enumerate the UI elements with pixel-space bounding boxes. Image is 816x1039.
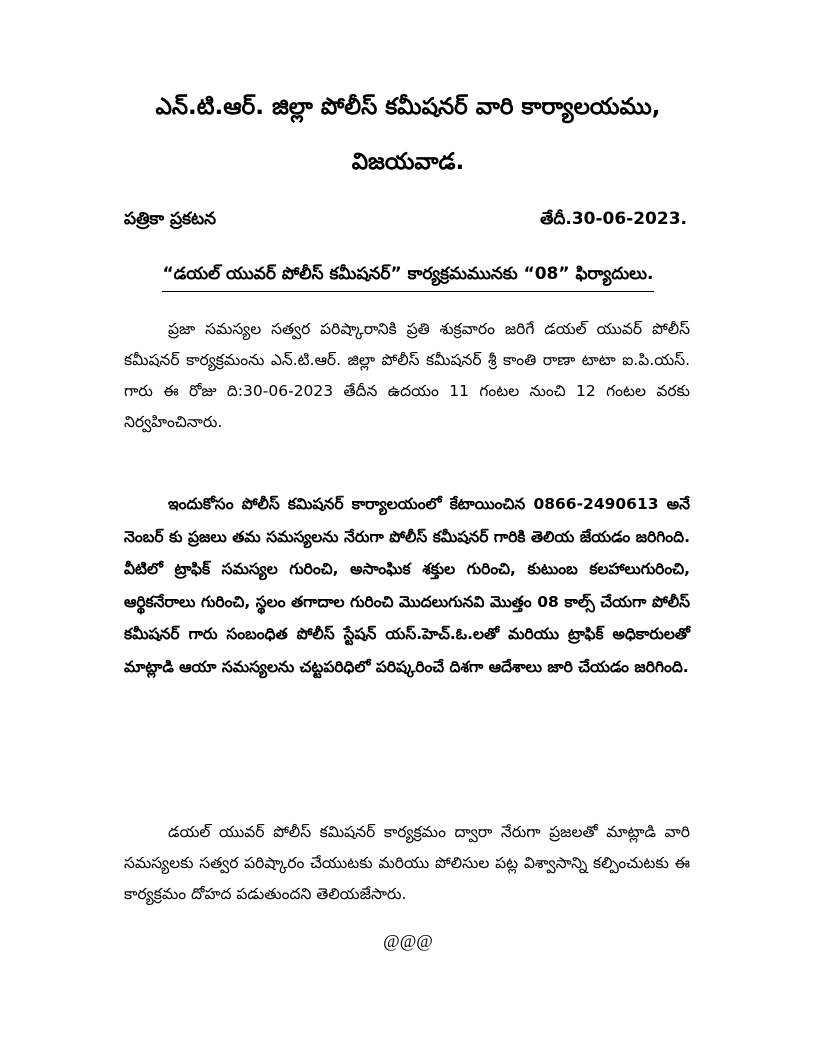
body-paragraph-2: ఇందుకోసం పోలీస్ కమిషనర్ కార్యాలయంలో కేటాయించిన 0866-2490613 అనే నెంబర్ కు ప్రజలు తమ సమస్యలను నేరుగా పోలీస్ కమీషనర్ గారికి తెలియ జేయడం జరిగింది. వీటిలో ట్రాఫిక్ సమస్యల గురించి, అసాంఘిక శక్తుల గురించి, కుటుంబ కలహాలుగురించి, ఆర్థికనేరాలు గురించి, స్థలం తగాదాల గురించి మొదలుగునవి మొత్తం 08 కాల్స్ చేయగా పోలీస్ కమీషనర్ గారు సంబంధిత పోలీస్ స్టేషన్ యస్.హెచ్.ఓ.లతో మరియు ట్రాఫిక్ అధికారులతో మాట్లాడి ఆయా సమస్యలను చట్టపరిధిలో పరిష్కరించే దిశగా ఆదేశాలు జారి చేయడం జరిగింది.: [124, 495, 690, 676]
body-paragraph-1: ప్రజా సమస్యల సత్వర పరిష్కారానికి ప్రతి శుక్రవారం జరిగే డయల్ యువర్ పోలీస్ కమీషనర్ కార్యక్రమంను ఎన్.టి.ఆర్. జిల్లా పోలీస్ కమీషనర్ శ్రీ కాంతి రాణా టాటా ఐ.పి.యస్. గారు ఈ రోజు ది:30-06-2023 తేదీన ఉదయం 11 గంటల నుంచి 12 గంటల వరకు నిర్వహించినారు.: [124, 320, 690, 431]
closing-mark: @@@: [383, 931, 433, 951]
subject-line: [0, 260, 816, 292]
body-paragraph-3: డయల్ యువర్ పోలీస్ కమిషనర్ కార్యక్రమం ద్వారా నేరుగా ప్రజలతో మాట్లాడి వారి సమస్యలకు సత్వర పరిష్కారం చేయుటకు మరియు పోలిసుల పట్ల విశ్వాసాన్ని కల్పించుటకు ఈ కార్యక్రమం దోహద పడుతుందని తెలియజేసారు.: [124, 823, 690, 903]
office-heading: ఎన్.టి.ఆర్. జిల్లా పోలీస్ కమీషనర్ వారి కార్యాలయము,: [155, 94, 661, 120]
document-type-label: పత్రికా ప్రకటన: [124, 209, 217, 229]
release-date: తేదీ.30-06-2023.: [540, 209, 687, 229]
city-heading: విజయవాడ.: [351, 149, 465, 175]
subject-text: “డయల్ యువర్ పోలీస్ కమీషనర్” కార్యక్రమమునకు “08” ఫిర్యాదులు.: [162, 260, 653, 292]
